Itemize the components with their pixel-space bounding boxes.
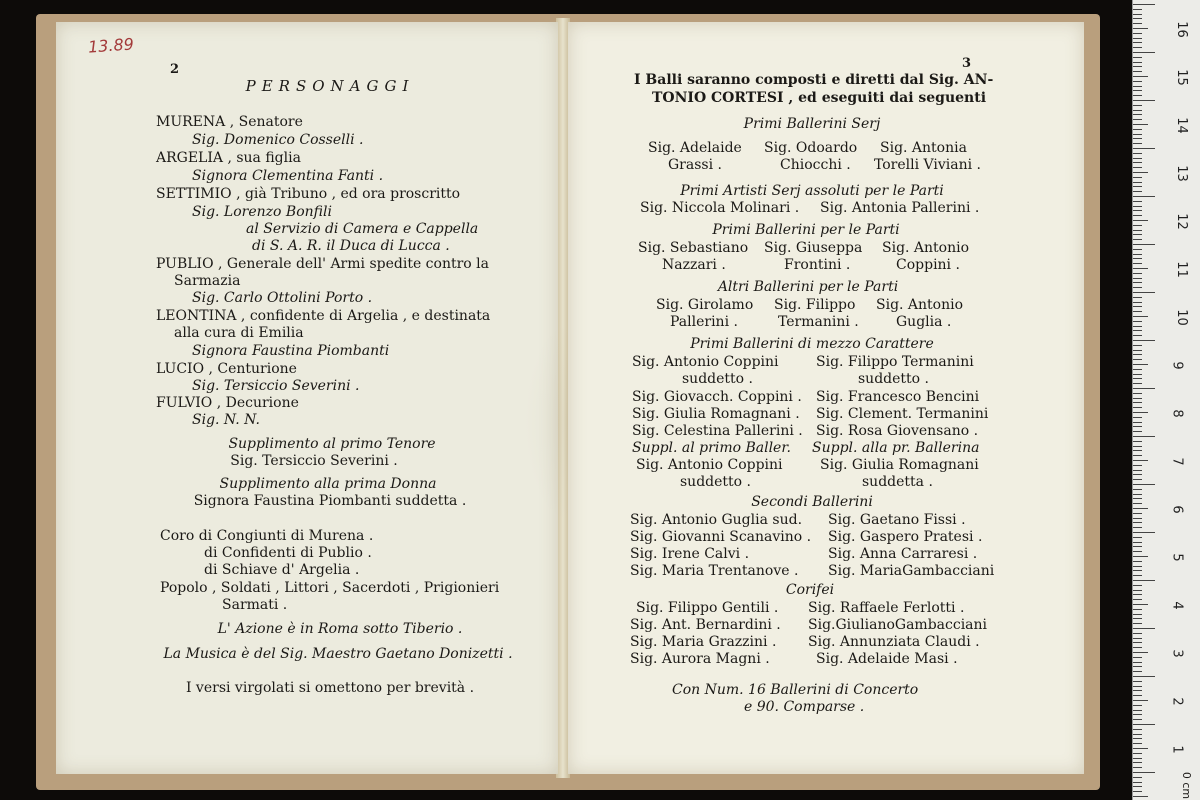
dancer-name: suddetto .	[680, 474, 751, 490]
ruler-unit: 0 cm	[1180, 771, 1194, 800]
ruler-tick	[1133, 513, 1142, 514]
ruler-tick	[1133, 33, 1142, 34]
ruler-tick	[1133, 666, 1142, 667]
ruler-tick	[1133, 474, 1142, 475]
dancer-name: Sig. Annunziata Claudi .	[808, 634, 980, 650]
ruler-tick	[1133, 369, 1142, 370]
ruler-tick	[1133, 153, 1142, 154]
ruler-tick	[1133, 508, 1148, 509]
ruler-tick	[1133, 388, 1155, 389]
dancer-name: Sig. Adelaide Masi .	[816, 651, 958, 667]
ruler-tick	[1133, 28, 1148, 29]
ruler-tick	[1133, 551, 1142, 552]
section-heading: Corifei	[785, 582, 835, 598]
ruler-tick	[1133, 297, 1142, 298]
ruler-tick	[1133, 4, 1155, 5]
left-page-number: 2	[170, 62, 180, 77]
ruler-tick	[1133, 618, 1142, 619]
ruler-number: 14	[1173, 117, 1189, 134]
ruler-tick	[1133, 47, 1142, 48]
dancer-name: Coppini .	[896, 257, 960, 273]
dancer-name: Sig. Irene Calvi .	[630, 546, 750, 562]
dancer-name: Sig. Maria Trentanove .	[630, 563, 799, 579]
dancer-name: Sig. Giulia Romagnani	[820, 457, 979, 473]
dancer-name: Sig. Antonio Coppini	[636, 457, 783, 473]
ruler-tick	[1133, 273, 1142, 274]
ruler-tick	[1133, 105, 1142, 106]
ruler-tick	[1133, 503, 1142, 504]
ruler-tick	[1133, 753, 1142, 754]
ruler-tick	[1133, 494, 1142, 495]
ruler-number: 6	[1169, 505, 1185, 514]
ruler-tick	[1133, 498, 1142, 499]
ruler-tick	[1133, 354, 1142, 355]
ruler-tick	[1133, 177, 1142, 178]
dancer-name: Sig. Antonio	[882, 240, 970, 256]
ruler-tick	[1133, 522, 1142, 523]
ruler-tick	[1133, 719, 1142, 720]
ruler-number: 3	[1169, 649, 1185, 658]
setting-note: L' Azione è in Roma sotto Tiberio .	[217, 621, 463, 637]
chorus-line: di Confidenti di Publio .	[204, 545, 372, 561]
dancer-name: suddetto .	[682, 371, 753, 387]
ruler-tick	[1133, 710, 1142, 711]
dancer-name: Sig. Antonio Guglia sud.	[630, 512, 803, 528]
ruler-tick	[1133, 95, 1142, 96]
ruler-tick	[1133, 426, 1142, 427]
ruler-tick	[1133, 623, 1142, 624]
handwritten-note: 13.89	[87, 34, 135, 57]
ruler-number: 2	[1169, 697, 1185, 706]
ruler-number: 4	[1169, 601, 1185, 610]
dancer-name: Sig. Antonia	[880, 140, 967, 156]
dancer-name: Sig. Filippo	[774, 297, 856, 313]
ruler-tick	[1133, 671, 1142, 672]
ruler-tick	[1133, 594, 1142, 595]
ruler-tick	[1133, 647, 1142, 648]
ruler-tick	[1133, 460, 1148, 461]
ruler-tick	[1133, 287, 1142, 288]
ruler-tick	[1133, 734, 1142, 735]
ruler-tick	[1133, 42, 1142, 43]
verses-note: I versi virgolati si omettono per brevità .	[185, 680, 475, 696]
ruler-tick	[1133, 470, 1142, 471]
ruler-tick	[1133, 436, 1155, 437]
section-heading: Primi Ballerini Serj	[743, 116, 881, 132]
ruler-number: 10	[1173, 309, 1189, 326]
ruler-tick	[1133, 662, 1142, 663]
ruler-tick	[1133, 71, 1142, 72]
right-page-number: 3	[962, 56, 972, 71]
ruler-tick	[1133, 527, 1142, 528]
closing-line: Con Num. 16 Ballerini di Concerto	[672, 682, 919, 698]
ruler-number: 16	[1173, 21, 1189, 38]
ruler-tick	[1133, 302, 1142, 303]
ruler-tick	[1133, 638, 1142, 639]
ruler-number: 15	[1173, 69, 1189, 86]
dancer-name: Suppl. alla pr. Ballerina	[812, 440, 980, 456]
ruler-tick	[1133, 215, 1142, 216]
ruler-tick	[1133, 220, 1148, 221]
ruler-tick	[1133, 690, 1142, 691]
ruler-tick	[1133, 38, 1142, 39]
dancer-name: Chiocchi .	[780, 157, 851, 173]
ruler-tick	[1133, 633, 1142, 634]
dancer-name: Sig. Maria Grazzini .	[630, 634, 777, 650]
ruler-tick	[1133, 465, 1142, 466]
ruler-tick	[1133, 743, 1142, 744]
ruler-tick	[1133, 278, 1142, 279]
cast-line: Signora Clementina Fanti .	[192, 168, 384, 184]
dancer-name: Sig. Giuseppa	[764, 240, 863, 256]
ruler-tick	[1133, 335, 1142, 336]
ruler-tick	[1133, 100, 1155, 101]
ruler-tick	[1133, 686, 1142, 687]
ruler-tick	[1133, 311, 1142, 312]
ruler-tick	[1133, 282, 1142, 283]
ruler-tick	[1133, 786, 1142, 787]
dancer-name: Sig. Antonia Pallerini .	[820, 200, 980, 216]
ruler-tick	[1133, 225, 1142, 226]
ruler-tick	[1133, 782, 1142, 783]
ruler-tick	[1133, 210, 1142, 211]
ruler-tick	[1133, 542, 1142, 543]
dancer-name: Guglia .	[896, 314, 952, 330]
ruler-tick	[1133, 762, 1142, 763]
ruler-tick	[1133, 729, 1142, 730]
ruler-number: 5	[1169, 553, 1185, 562]
ruler-tick	[1133, 254, 1142, 255]
ruler-tick	[1133, 81, 1142, 82]
dancer-name: Sig. Raffaele Ferlotti .	[808, 600, 965, 616]
ruler-tick	[1133, 57, 1142, 58]
ruler-tick	[1133, 748, 1148, 749]
ruler-tick	[1133, 244, 1155, 245]
intro-line: TONIO CORTESI , ed eseguiti dai seguenti	[652, 90, 987, 106]
ruler-tick	[1133, 172, 1148, 173]
page-title: PERSONAGGI	[245, 77, 415, 95]
ruler-tick	[1133, 268, 1148, 269]
dancer-name: Sig. Giovanni Scanavino .	[630, 529, 812, 545]
dancer-name: Sig. Antonio	[876, 297, 964, 313]
ruler-tick	[1133, 714, 1142, 715]
ruler-tick	[1133, 321, 1142, 322]
ruler-tick	[1133, 402, 1142, 403]
ruler-tick	[1133, 398, 1142, 399]
dancer-name: Sig. MariaGambacciani	[828, 563, 995, 579]
chorus-line: Sarmati .	[222, 597, 288, 613]
supplement-line: Signora Faustina Piombanti suddetta .	[193, 493, 467, 509]
ruler-tick	[1133, 422, 1142, 423]
ruler-tick	[1133, 791, 1142, 792]
ruler-tick	[1133, 191, 1142, 192]
cast-line: LUCIO , Centurione	[156, 361, 297, 377]
cast-line: Sarmazia	[174, 273, 241, 289]
ruler-tick	[1133, 23, 1142, 24]
ruler-tick	[1133, 705, 1142, 706]
ruler-tick	[1133, 518, 1142, 519]
ruler-tick	[1133, 450, 1142, 451]
cast-line: ARGELIA , sua figlia	[156, 150, 301, 166]
ruler-tick	[1133, 258, 1142, 259]
ruler-tick	[1133, 378, 1142, 379]
ruler-tick	[1133, 599, 1142, 600]
ruler-tick	[1133, 110, 1142, 111]
ruler-tick	[1133, 345, 1142, 346]
ruler-tick	[1133, 182, 1142, 183]
ruler-tick	[1133, 383, 1142, 384]
music-credit: La Musica è del Sig. Maestro Gaetano Donizetti .	[163, 646, 513, 662]
ruler-tick	[1133, 138, 1142, 139]
intro-line: I Balli saranno composti e diretti dal Sig. AN-	[634, 72, 994, 88]
cast-line: al Servizio di Camera e Cappella	[246, 221, 479, 237]
ruler-tick	[1133, 350, 1142, 351]
dancer-name: Sig. Filippo Gentili .	[636, 600, 779, 616]
ruler-number: 11	[1173, 261, 1189, 278]
ruler-tick	[1133, 9, 1142, 10]
ruler-number: 13	[1173, 165, 1189, 182]
ruler-tick	[1133, 570, 1142, 571]
ruler-tick	[1133, 738, 1142, 739]
ruler-tick	[1133, 86, 1142, 87]
ruler-tick	[1133, 162, 1142, 163]
ruler-tick	[1133, 249, 1142, 250]
ruler-number: 7	[1169, 457, 1185, 466]
ruler-tick	[1133, 585, 1142, 586]
ruler-tick	[1133, 614, 1142, 615]
dancer-name: Pallerini .	[670, 314, 738, 330]
ruler-tick	[1133, 393, 1142, 394]
ruler-tick	[1133, 556, 1148, 557]
ruler-tick	[1133, 306, 1142, 307]
dancer-name: Frontini .	[784, 257, 851, 273]
cast-line: SETTIMIO , già Tribuno , ed ora proscritto	[156, 186, 461, 202]
ruler-tick	[1133, 263, 1142, 264]
ruler-number: 12	[1173, 213, 1189, 230]
ruler-tick	[1133, 412, 1148, 413]
cast-line: FULVIO , Decurione	[156, 395, 299, 411]
ruler-tick	[1133, 201, 1142, 202]
ruler-tick	[1133, 777, 1142, 778]
ruler-tick	[1133, 364, 1148, 365]
ruler-tick	[1133, 546, 1142, 547]
supplement-heading: Supplimento alla prima Donna	[219, 476, 437, 492]
ruler-tick	[1133, 700, 1148, 701]
dancer-name: Termanini .	[778, 314, 859, 330]
ruler-number: 1	[1169, 745, 1185, 754]
ruler-tick	[1133, 657, 1142, 658]
ruler-tick	[1133, 628, 1155, 629]
dancer-name: Sig. Girolamo	[656, 297, 754, 313]
cast-line: Sig. Domenico Cosselli .	[192, 132, 364, 148]
section-heading: Altri Ballerini per le Parti	[717, 279, 899, 295]
closing-line: e 90. Comparse .	[744, 699, 865, 715]
dancer-name: Sig. Rosa Giovensano .	[816, 423, 979, 439]
dancer-name: Sig. Sebastiano	[638, 240, 749, 256]
ruler-tick	[1133, 431, 1142, 432]
ruler-tick	[1133, 134, 1142, 135]
ruler-tick	[1133, 446, 1142, 447]
ruler-tick	[1133, 532, 1155, 533]
chorus-line: Coro di Congiunti di Murena .	[160, 528, 374, 544]
ruler-tick	[1133, 292, 1155, 293]
chorus-line: Popolo , Soldati , Littori , Sacerdoti , Prigionieri	[160, 580, 500, 596]
measuring-ruler	[1132, 0, 1200, 800]
ruler-tick	[1133, 580, 1155, 581]
ruler-tick	[1133, 441, 1142, 442]
ruler-tick	[1133, 609, 1142, 610]
ruler-tick	[1133, 114, 1142, 115]
dancer-name: Sig. Filippo Termanini	[816, 354, 974, 370]
ruler-tick	[1133, 148, 1155, 149]
supplement-heading: Supplimento al primo Tenore	[228, 436, 436, 452]
dancer-name: Sig. Ant. Bernardini .	[630, 617, 781, 633]
dancer-name: Sig. Gaspero Pratesi .	[828, 529, 983, 545]
cast-line: Sig. Carlo Ottolini Porto .	[192, 290, 373, 306]
ruler-tick	[1133, 14, 1142, 15]
ruler-tick	[1133, 652, 1148, 653]
section-heading: Primi Ballerini per le Parti	[712, 222, 900, 238]
ruler-tick	[1133, 129, 1142, 130]
ruler-tick	[1133, 566, 1142, 567]
ruler-tick	[1133, 330, 1142, 331]
cast-line: Signora Faustina Piombanti	[192, 343, 390, 359]
ruler-number: 8	[1169, 409, 1185, 418]
dancer-name: Sig. Anna Carraresi .	[828, 546, 978, 562]
dancer-name: Suppl. al primo Baller.	[632, 440, 791, 456]
section-heading: Secondi Ballerini	[751, 494, 873, 510]
dancer-name: Sig. Giovacch. Coppini .	[632, 389, 802, 405]
ruler-tick	[1133, 186, 1142, 187]
ruler-tick	[1133, 340, 1155, 341]
ruler-tick	[1133, 767, 1142, 768]
dancer-name: Sig. Celestina Pallerini .	[632, 423, 803, 439]
ruler-tick	[1133, 479, 1142, 480]
cast-line: Sig. Tersiccio Severini .	[192, 378, 360, 394]
ruler-tick	[1133, 681, 1142, 682]
ruler-tick	[1133, 234, 1142, 235]
supplement-line: Sig. Tersiccio Severini .	[230, 453, 398, 469]
chorus-line: di Schiave d' Argelia .	[204, 562, 360, 578]
cast-line: LEONTINA , confidente di Argelia , e destinata	[156, 308, 491, 324]
ruler-tick	[1133, 316, 1148, 317]
ruler-tick	[1133, 143, 1142, 144]
ruler-tick	[1133, 62, 1142, 63]
ruler-tick	[1133, 167, 1142, 168]
ruler-tick	[1133, 76, 1148, 77]
ruler-tick	[1133, 575, 1142, 576]
dancer-name: Sig. Niccola Molinari .	[640, 200, 800, 216]
cast-line: Sig. Lorenzo Bonfili	[192, 204, 332, 220]
dancer-name: Sig. Giulia Romagnani .	[632, 406, 800, 422]
ruler-tick	[1133, 196, 1155, 197]
dancer-name: Sig. Adelaide	[648, 140, 742, 156]
dancer-name: suddetto .	[858, 371, 929, 387]
ruler-tick	[1133, 642, 1142, 643]
dancer-name: Torelli Viviani .	[874, 157, 982, 173]
cast-line: Sig. N. N.	[192, 412, 260, 428]
dancer-name: Sig.GiulianoGambacciani	[808, 617, 988, 633]
ruler-tick	[1133, 326, 1142, 327]
dancer-name: Sig. Francesco Bencini	[816, 389, 980, 405]
ruler-tick	[1133, 119, 1142, 120]
dancer-name: suddetta .	[862, 474, 933, 490]
ruler-tick	[1133, 66, 1142, 67]
ruler-number: 9	[1169, 361, 1185, 370]
ruler-tick	[1133, 90, 1142, 91]
ruler-tick	[1133, 772, 1155, 773]
dancer-name: Nazzari .	[662, 257, 726, 273]
ruler-tick	[1133, 537, 1142, 538]
dancer-name: Sig. Antonio Coppini	[632, 354, 779, 370]
ruler-tick	[1133, 230, 1142, 231]
ruler-tick	[1133, 758, 1142, 759]
dancer-name: Sig. Clement. Termanini	[816, 406, 989, 422]
cast-line: MURENA , Senatore	[156, 114, 303, 130]
ruler-tick	[1133, 359, 1142, 360]
ruler-tick	[1133, 561, 1142, 562]
ruler-tick	[1133, 590, 1142, 591]
ruler-tick	[1133, 676, 1155, 677]
dancer-name: Sig. Gaetano Fissi .	[828, 512, 966, 528]
ruler-tick	[1133, 724, 1155, 725]
ruler-tick	[1133, 374, 1142, 375]
ruler-tick	[1133, 604, 1148, 605]
ruler-tick	[1133, 455, 1142, 456]
ruler-tick	[1133, 18, 1142, 19]
cast-line: alla cura di Emilia	[174, 325, 304, 341]
cast-line: di S. A. R. il Duca di Lucca .	[252, 238, 450, 254]
section-heading: Primi Artisti Serj assoluti per le Parti	[680, 183, 944, 199]
ruler-tick	[1133, 206, 1142, 207]
ruler-tick	[1133, 695, 1142, 696]
ruler-tick	[1133, 484, 1155, 485]
ruler-tick	[1133, 417, 1142, 418]
section-heading: Primi Ballerini di mezzo Carattere	[690, 336, 934, 352]
dancer-name: Sig. Aurora Magni .	[630, 651, 770, 667]
ruler-tick	[1133, 489, 1142, 490]
ruler-tick	[1133, 124, 1148, 125]
ruler-tick	[1133, 796, 1148, 797]
ruler-tick	[1133, 407, 1142, 408]
dancer-name: Sig. Odoardo	[764, 140, 858, 156]
ruler-tick	[1133, 239, 1142, 240]
cast-line: PUBLIO , Generale dell' Armi spedite contro la	[156, 256, 489, 272]
ruler-tick	[1133, 52, 1155, 53]
dancer-name: Grassi .	[668, 157, 722, 173]
ruler-tick	[1133, 158, 1142, 159]
